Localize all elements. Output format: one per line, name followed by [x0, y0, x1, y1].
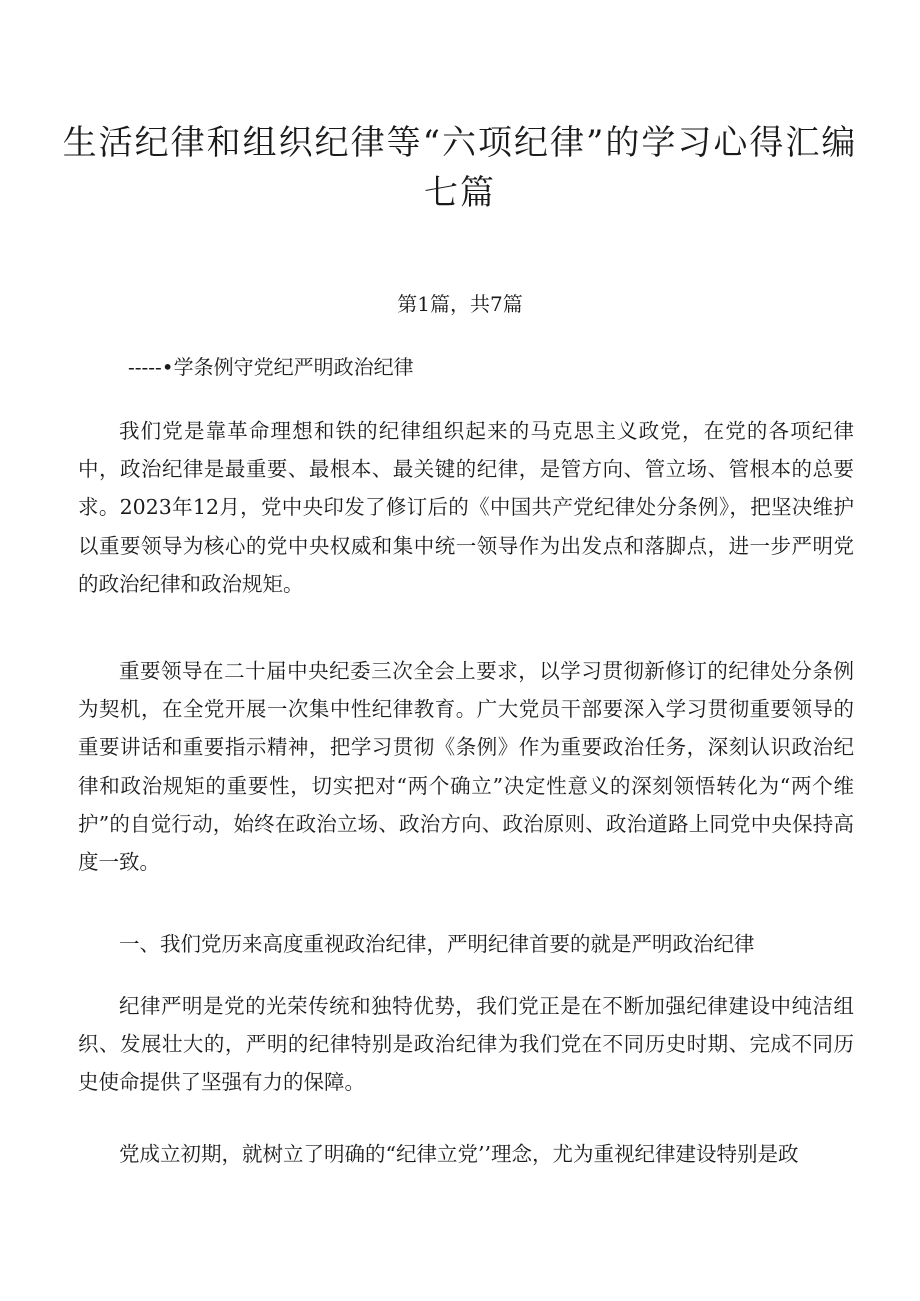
- section-heading-1: 一、我们党历来高度重视政治纪律，严明纪律首要的就是严明政治纪律: [119, 932, 755, 956]
- paragraph-3: 纪律严明是党的光荣传统和独特优势，我们党正是在不断加强纪律建设中纯洁组织、发展壮大的，严明的纪律特别是政治纪律为我们党在不同历史时期、完成不同历史使命提供了坚强有力的保障。: [78, 994, 854, 1095]
- part-label: 第1篇，共7篇: [397, 292, 523, 316]
- paragraph-2: 重要领导在二十届中央纪委三次全会上要求，以学习贯彻新修订的纪律处分条例为契机，在全党开展一次集中性纪律教育。广大党员干部要深入学习贯彻重要领导的重要讲话和重要指示精神，把学习贯彻《条例》作为重要政治任务，深刻认识政治纪律和政治规矩的重要性，切实把对“两个确立”决定性意义的深刻领悟转化为“两个维护”的自觉行动，始终在政治立场、政治方向、政治原则、政治道路上同党中央保持高度一致。: [78, 659, 854, 875]
- document-title: 生活纪律和组织纪律等“六项纪律”的学习心得汇编七篇: [62, 123, 858, 213]
- section-mark: -----•学条例守党纪严明政治纪律: [128, 355, 414, 379]
- paragraph-1: 我们党是靠革命理想和铁的纪律组织起来的马克思主义政党，在党的各项纪律中，政治纪律是最重要、最根本、最关键的纪律，是管方向、管立场、管根本的总要求。2023年12月，党中央印发了修订后的《中国共产党纪律处分条例》，把坚决维护以重要领导为核心的党中央权威和集中统一领导作为出发点和落脚点，进一步严明党的政治纪律和政治规矩。: [78, 419, 854, 596]
- paragraph-4: 党成立初期，就树立了明确的“纪律立党’’理念，尤为重视纪律建设特别是政: [119, 1142, 799, 1166]
